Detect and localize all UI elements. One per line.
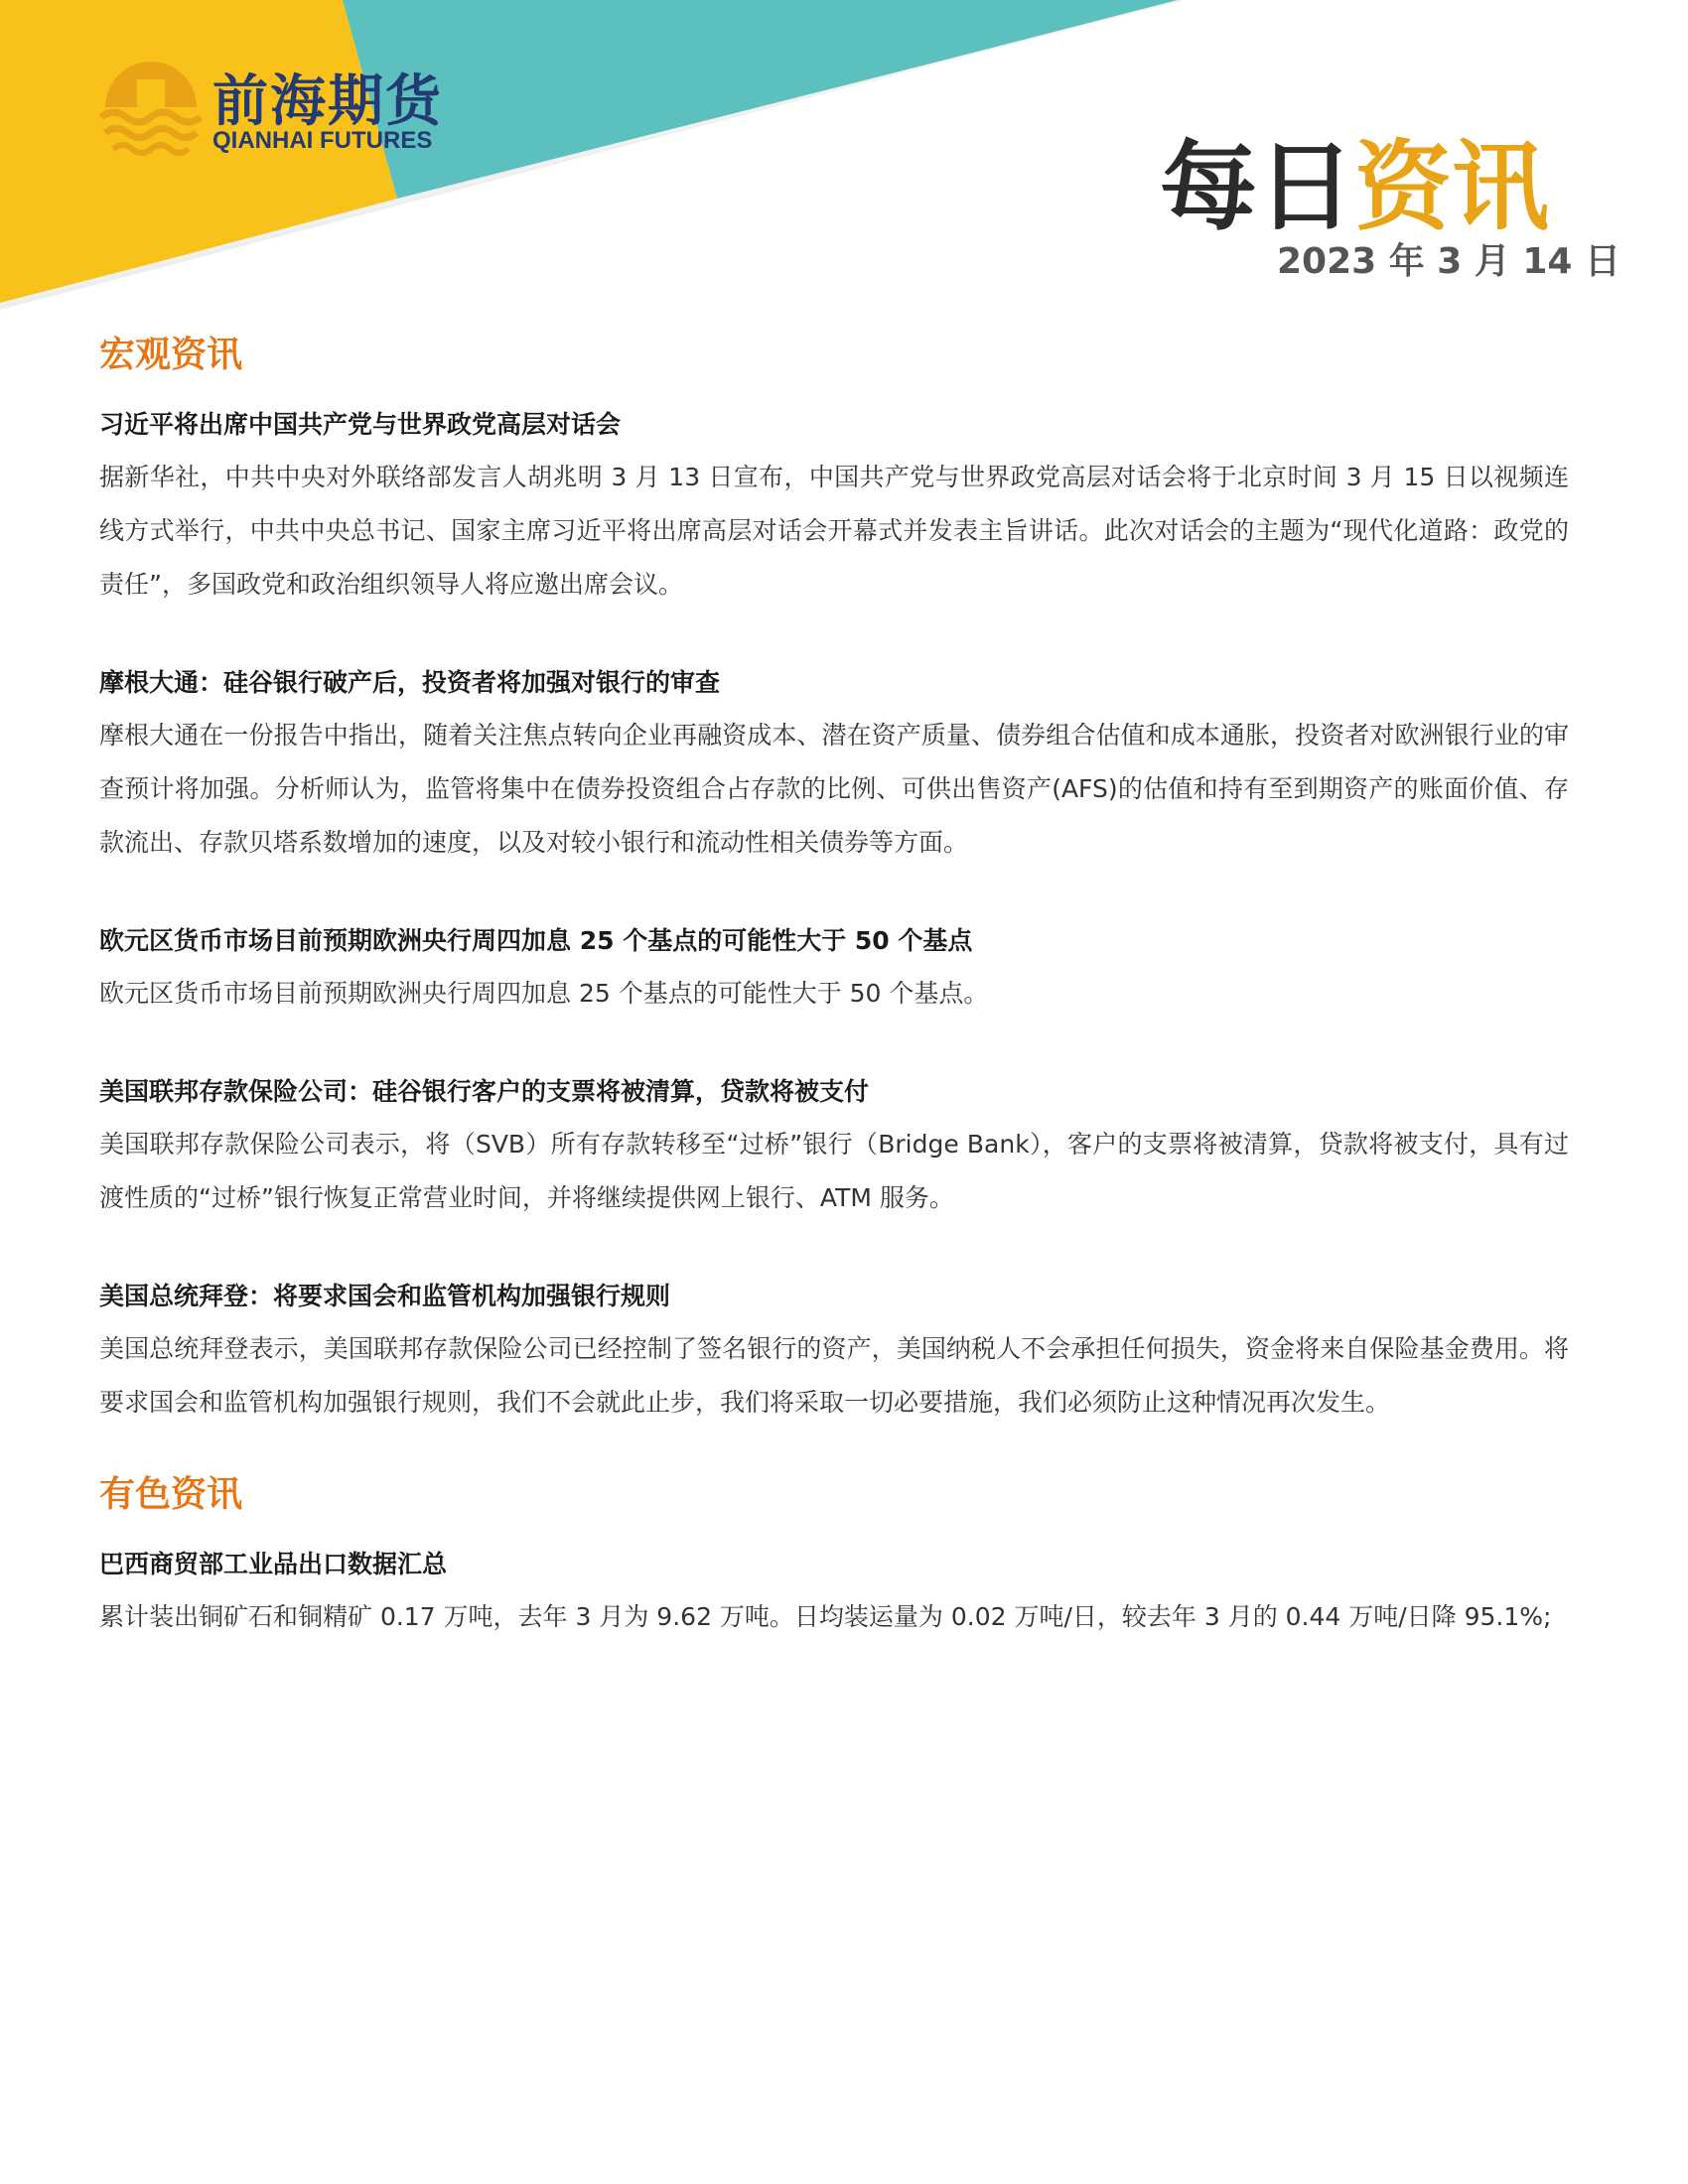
article [99, 663, 1569, 870]
article-title: 习近平将出席中国共产党与世界政党高层对话会 [99, 410, 622, 439]
article-title: 美国联邦存款保险公司：硅谷银行客户的支票将被清算，贷款将被支付 [99, 1077, 870, 1106]
section-title: 有色资讯 [99, 1474, 243, 1515]
article-title: 欧元区货币市场目前预期欧洲央行周四加息 25 个基点的可能性大于 50 个基点 [99, 926, 973, 955]
article [99, 921, 1569, 1021]
article-body: 据新华社，中共中央对外联络部发言人胡兆明 3 月 13 日宣布，中国共产党与世界政党高层对话会将于北京时间 3 月 15 日以视频连线方式举行，中共中央总书记、国家主席习近平将出席高层对话会开幕式并发表主旨讲话。此次对话会的主题为“现代化道路：政党的责任”，多国政党和政治组织领导人将应邀出席会议。 [99, 463, 1569, 599]
teal-banner [343, 0, 1182, 199]
article [99, 405, 1569, 612]
section-macro [99, 328, 1569, 1430]
section-title: 宏观资讯 [99, 335, 243, 375]
report-date: 2023 年 3 月 14 日 [1276, 241, 1620, 282]
article-title: 美国总统拜登：将要求国会和监管机构加强银行规则 [99, 1282, 671, 1310]
article [99, 1545, 1569, 1644]
logo-chinese-name: 前海期货 [212, 68, 443, 134]
main-content [99, 328, 1569, 1696]
article-title: 巴西商贸部工业品出口数据汇总 [99, 1550, 448, 1578]
section-nonferrous [99, 1467, 1569, 1644]
article [99, 1277, 1569, 1430]
article-body: 摩根大通在一份报告中指出，随着关注焦点转向企业再融资成本、潜在资产质量、债券组合估值和成本通胀，投资者对欧洲银行业的审查预计将加强。分析师认为，监管将集中在债券投资组合占存款的比例、可供出售资产(AFS)的估值和持有至到期资产的账面价值、存款流出、存款贝塔系数增加的速度，以及对较小银行和流动性相关债券等方面。 [99, 721, 1569, 857]
logo-english-name: QIANHAI FUTURES [212, 127, 433, 154]
article-title: 摩根大通：硅谷银行破产后，投资者将加强对银行的审查 [99, 668, 721, 697]
article-body: 美国联邦存款保险公司表示，将（SVB）所有存款转移至“过桥”银行（Bridge Bank），客户的支票将被清算，贷款将被支付，具有过渡性质的“过桥”银行恢复正常营业时间，并将继续提供网上银行、ATM 服务。 [99, 1130, 1569, 1212]
article-body: 累计装出铜矿石和铜精矿 0.17 万吨，去年 3 月为 9.62 万吨。日均装运量为 0.02 万吨/日，较去年 3 月的 0.44 万吨/日降 95.1%; [99, 1602, 1552, 1631]
company-logo [95, 52, 453, 161]
article-body: 美国总统拜登表示，美国联邦存款保险公司已经控制了签名银行的资产，美国纳税人不会承担任何损失，资金将来自保险基金费用。将要求国会和监管机构加强银行规则，我们不会就此止步，我们将采取一切必要措施，我们必须防止这种情况再次发生。 [99, 1334, 1569, 1417]
report-title-part1: 每日 [1159, 131, 1354, 244]
report-title-part2: 资讯 [1353, 131, 1549, 244]
article-body: 欧元区货币市场目前预期欧洲央行周四加息 25 个基点的可能性大于 50 个基点。 [99, 979, 989, 1008]
logo-emblem-icon [95, 52, 207, 161]
article [99, 1072, 1569, 1225]
report-title [1160, 109, 1549, 249]
